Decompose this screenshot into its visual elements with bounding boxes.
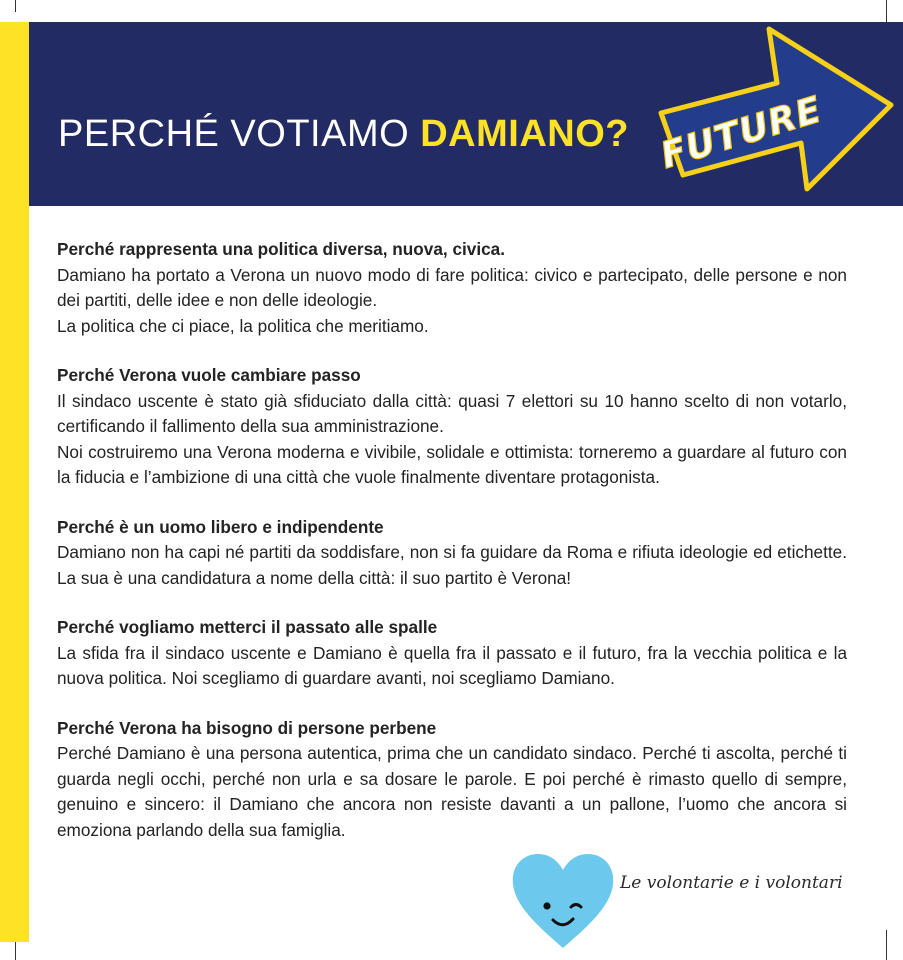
section-paragraph: La sfida fra il sindaco uscente e Damiano è quella fra il passato e il futuro, fra la vecchia politica e la nuova politica. Noi scegliamo di guardare avanti, noi scegliamo Damiano.	[57, 642, 847, 688]
section-title: Perché vogliamo metterci il passato alle spalle	[57, 617, 438, 637]
section-paragraph: Damiano ha portato a Verona un nuovo modo di fare politica: civico e partecipato, delle persone e non dei partiti, delle idee e non delle ideologie.	[57, 264, 847, 310]
section-cambiare-passo	[57, 363, 847, 491]
section-title: Perché rappresenta una politica diversa, nuova, civica.	[57, 239, 506, 259]
section-uomo-libero	[57, 515, 847, 592]
section-title: Perché Verona ha bisogno di persone perbene	[57, 717, 437, 738]
section-title: Perché è un uomo libero e indipendente	[57, 516, 384, 537]
section-body	[57, 540, 847, 591]
section-body	[57, 641, 847, 692]
winking-heart-icon	[511, 852, 615, 950]
title-prefix: PERCHÉ VOTIAMO	[58, 113, 421, 156]
section-paragraph: Noi costruiremo una Verona moderna e vivibile, solidale e ottimista: torneremo a guardare al futuro con la fiducia e l’ambizione di una città che vuole finalmente diventare protagonista.	[57, 441, 847, 487]
crop-mark-top-left	[15, 0, 16, 12]
section-body	[57, 263, 847, 340]
title-highlight: DAMIANO?	[420, 113, 629, 156]
heart-shape	[513, 854, 613, 948]
badge-text: FUTURE	[656, 89, 827, 177]
section-paragraph: Damiano non ha capi né partiti da soddisfare, non si fa guidare da Roma e rifiuta ideologie ed etichette. La sua è una candidatura a nome della città: il suo partito è Verona!	[57, 542, 847, 588]
future-arrow-icon	[647, 25, 903, 195]
heart-eye-left	[543, 902, 550, 909]
section-title: Perché Verona vuole cambiare passo	[57, 365, 361, 385]
yellow-side-stripe	[0, 22, 29, 942]
page-title	[58, 113, 629, 156]
section-paragraph: Il sindaco uscente è stato già sfiduciato dalla città: quasi 7 elettori su 10 hanno scelto di non votarlo, certificando il fallimento della sua amministrazione.	[57, 390, 847, 436]
section-persone-perbene	[57, 716, 847, 844]
section-paragraph: Perché Damiano è una persona autentica, prima che un candidato sindaco. Perché ti ascolta, perché ti guarda negli occhi, perché non urla e sa dosare le parole. E poi perché è rimasto quello di sempre, genuino e sincero: il Damiano che ancora non resiste davanti a un pallone, l’uomo che ancora si emoziona parlando della sua famiglia.	[57, 743, 847, 840]
main-content	[57, 237, 847, 867]
crop-mark-bottom-right	[886, 930, 887, 960]
crop-mark-top-right	[886, 0, 887, 24]
section-body	[57, 389, 847, 491]
section-body	[57, 741, 847, 843]
section-paragraph: La politica che ci piace, la politica che meritiamo.	[57, 315, 429, 336]
section-politica-diversa	[57, 237, 847, 339]
signature: Le volontarie e i volontari	[620, 873, 843, 893]
section-passato-alle-spalle	[57, 615, 847, 692]
